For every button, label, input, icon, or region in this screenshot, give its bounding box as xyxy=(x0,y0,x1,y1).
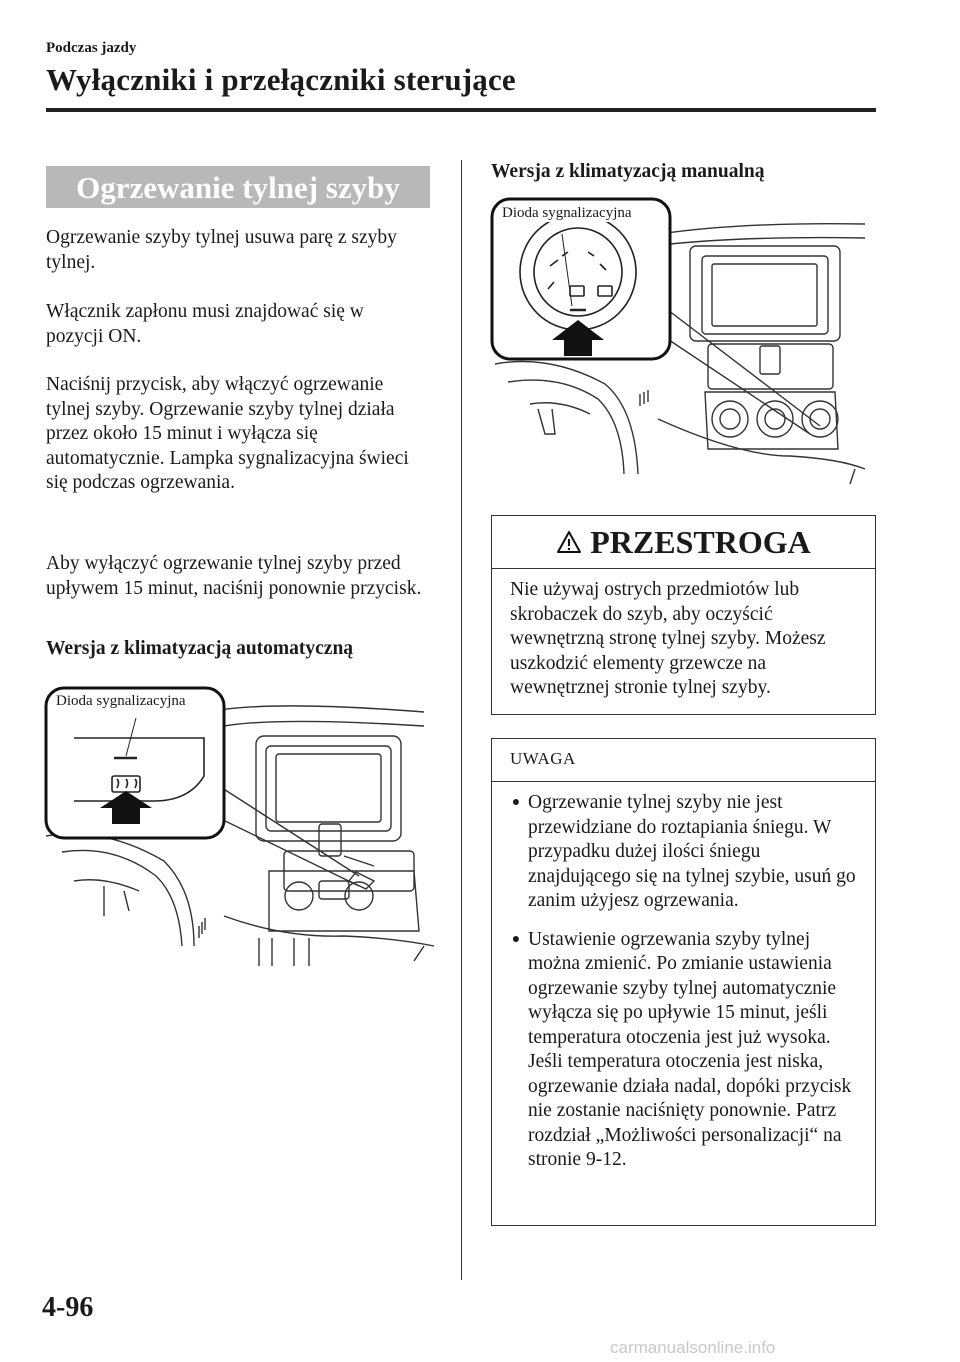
watermark: carmanualsonline.info xyxy=(610,1338,776,1357)
note-title: UWAGA xyxy=(510,749,576,768)
paragraph-operation xyxy=(46,373,426,496)
indicator-label-auto: Dioda sygnalizacyjna xyxy=(56,693,186,709)
page-title: Wyłączniki i przełączniki sterujące xyxy=(46,62,516,97)
note-item-text: Ustawienie ogrzewania szyby tylnej można zmienić. Po zmianie ustawienia ogrzewanie szyby tylnej automatycznie wyłącza się po upływie 15 minut, jeśli temperatura otoczenia jest już wysoka. Jeśli temperatura otoczenia jest niska, ogrzewanie działa nadal, dopóki przycisk nie zostanie naciśnięty ponownie. Patrz rozdział „Możliwości personalizacji“ na stronie 9-12. xyxy=(528,928,852,1170)
title-rule xyxy=(46,108,876,112)
bullet-icon: ● xyxy=(511,931,521,947)
paragraph-1: Ogrzewanie szyby tylnej usuwa parę z szyby tylnej. xyxy=(46,227,397,273)
column-divider xyxy=(461,160,462,1280)
list-item xyxy=(504,928,864,1173)
list-item xyxy=(504,791,864,914)
warning-triangle-icon xyxy=(556,530,582,554)
section-label: Podczas jazdy xyxy=(46,40,137,56)
note-list xyxy=(504,791,864,1187)
caution-header xyxy=(492,516,875,569)
paragraph-3: Naciśnij przycisk, aby włączyć ogrzewanie tylnej szyby. Ogrzewanie szyby tylnej działa przez około 15 minut i wyłącza się automatycznie. Lampka sygnalizacyjna świeci się podczas ogrzewania. xyxy=(46,374,409,493)
paragraph-turn-off xyxy=(46,552,426,601)
page-number: 4-96 xyxy=(42,1292,94,1323)
paragraph-ignition xyxy=(46,300,426,349)
caution-title: PRZESTROGA xyxy=(590,523,811,560)
paragraph-intro xyxy=(46,226,426,275)
note-box xyxy=(491,738,876,1226)
bullet-icon: ● xyxy=(511,795,521,810)
indicator-label-manual: Dioda sygnalizacyjna xyxy=(502,205,632,221)
caution-text: Nie używaj ostrych przedmiotów lub skrobaczek do szyb, aby oczyścić wewnętrzną stronę tylnej szyby. Możesz uszkodzić elementy grzewcze na wewnętrznej stronie tylnej szyby. xyxy=(510,579,826,698)
section-banner: Ogrzewanie tylnej szyby xyxy=(46,166,430,208)
note-item-text: Ogrzewanie tylnej szyby nie jest przewidziane do roztapiania śniegu. W przypadku dużej ilości śniegu znajdującego się na tylnej szybie, usuń go zanim użyjesz ogrzewania. xyxy=(528,792,856,911)
manual-version-heading: Wersja z klimatyzacją manualną xyxy=(491,161,765,182)
note-header xyxy=(492,739,875,782)
paragraph-2: Włącznik zapłonu musi znajdować się w pozycji ON. xyxy=(46,301,364,347)
caution-box xyxy=(491,515,876,715)
auto-climate-illustration xyxy=(44,676,436,972)
auto-version-heading: Wersja z klimatyzacją automatyczną xyxy=(46,638,354,659)
manual-climate-illustration xyxy=(490,194,870,486)
paragraph-4: Aby wyłączyć ogrzewanie tylnej szyby przed upływem 15 minut, naciśnij ponownie przycisk. xyxy=(46,553,422,599)
